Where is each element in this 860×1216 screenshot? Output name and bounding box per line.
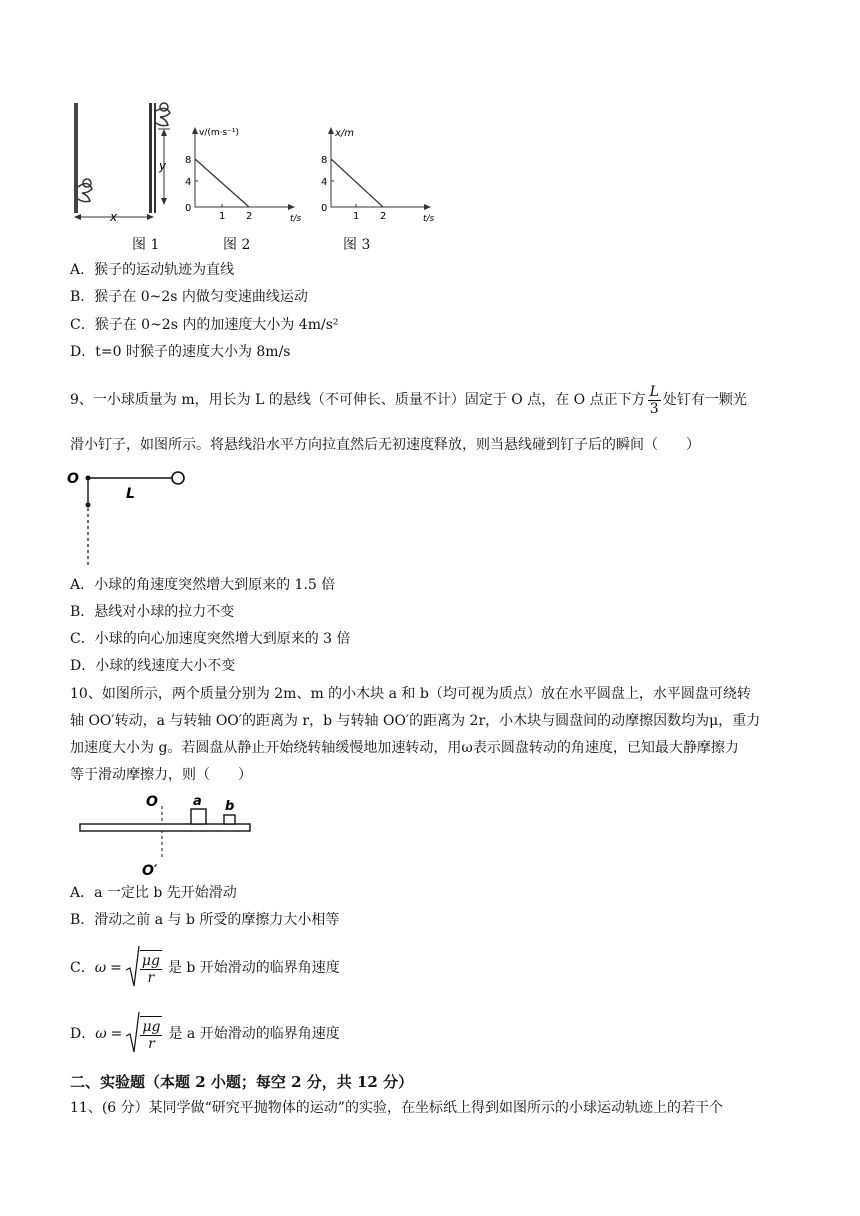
q8-option-b: B．猴子在 0~2s 内做匀变速曲线运动 (70, 289, 308, 305)
q10-option-c-prefix: C． (70, 960, 95, 976)
fig3-x-tick-2: 2 (380, 211, 387, 222)
fig1-x-label: x (110, 210, 118, 224)
section-2-heading: 二、实验题（本题 2 小题；每空 2 分，共 12 分） (70, 1073, 414, 1091)
q10-fig-label-o-prime: O′ (142, 863, 158, 879)
fig3-y-tick-4: 4 (321, 177, 328, 188)
q9-fraction-num: L (649, 383, 659, 400)
q10-option-c-num: μg (141, 953, 160, 969)
fig2-y-tick-8: 8 (185, 155, 192, 166)
q9-option-c: C．小球的向心加速度突然增大到原来的 3 倍 (70, 631, 351, 647)
fig3-y-tick-8: 8 (321, 155, 328, 166)
q9-nail (86, 503, 91, 508)
q9-option-d: D．小球的线速度大小不变 (70, 658, 236, 674)
fig3-caption: 图 3 (343, 237, 371, 253)
q9-option-b: B．悬线对小球的拉力不变 (70, 604, 235, 620)
q9-fraction-den: 3 (649, 400, 659, 417)
q10-option-d-equals: = (110, 1026, 123, 1042)
q9-stem (70, 382, 747, 418)
q10-option-c (70, 946, 340, 990)
fig3-y-tick-0: 0 (321, 203, 328, 214)
q9-stem-line2: 滑小钉子，如图所示。将悬线沿水平方向拉直然后无初速度释放，则当悬线碰到钉子后的瞬间（ ） (70, 437, 700, 453)
q9-fig-label-o: O (67, 471, 79, 487)
q10-option-d-prefix: D． (70, 1026, 96, 1042)
q8-option-c: C．猴子在 0~2s 内的加速度大小为 4m/s² (70, 317, 339, 333)
q10-disk (80, 824, 250, 831)
q10-option-d-omega: ω (95, 1026, 107, 1042)
q10-stem-line2: 轴 OO′转动，a 与转轴 OO′的距离为 r，b 与转轴 OO′的距离为 2r，小木块与圆盘间的动摩擦因数均为μ，重力 (70, 713, 761, 729)
fig1-y-label: y (159, 159, 167, 173)
q8-figure-2 (183, 123, 313, 223)
fig2-y-tick-4: 4 (185, 177, 192, 188)
q9-figure (62, 462, 202, 568)
q10-block-a (191, 809, 206, 824)
fig3-y-axis-label: x/m (335, 128, 355, 139)
q8-option-a: A．猴子的运动轨迹为直线 (70, 262, 235, 278)
q9-stem-part1: 9、一小球质量为 m，用长为 L 的悬线（不可伸长、质量不计）固定于 O 点，在 O 点正下方 (70, 392, 646, 408)
q10-option-d (70, 1012, 340, 1056)
q10-fig-label-a: a (193, 794, 202, 809)
fig2-velocity-line (195, 159, 249, 207)
q10-option-d-sqrt (126, 1012, 164, 1056)
fig2-y-tick-0: 0 (185, 203, 192, 214)
q10-option-d-num: μg (142, 1019, 161, 1035)
q10-option-a: A．a 一定比 b 先开始滑动 (70, 885, 237, 901)
q10-stem-line3: 加速度大小为 g。若圆盘从静止开始绕转轴缓慢地加速转动，用ω表示圆盘转动的角速度，已知最大静摩擦力 (70, 740, 739, 756)
fig3-x-tick-1: 1 (353, 211, 360, 222)
q9-option-a: A．小球的角速度突然增大到原来的 1.5 倍 (70, 577, 336, 593)
q10-option-b: B．滑动之前 a 与 b 所受的摩擦力大小相等 (70, 912, 340, 928)
q10-block-b (224, 815, 235, 824)
q10-option-c-den: r (147, 970, 155, 986)
fig2-x-tick-2: 2 (246, 211, 253, 222)
q10-stem-line1: 10、如图所示，两个质量分别为 2m、m 的小木块 a 和 b（均可视为质点）放在水平圆盘上，水平圆盘可绕转 (70, 686, 751, 702)
q10-figure (78, 788, 258, 880)
fig2-x-axis-label: t/s (290, 214, 302, 223)
q9-ball (172, 472, 184, 484)
q10-option-c-suffix: 是 b 开始滑动的临界角速度 (167, 960, 340, 976)
q10-option-c-equals: = (110, 960, 122, 976)
q10-option-d-suffix: 是 a 开始滑动的临界角速度 (168, 1026, 340, 1042)
fig2-x-tick-1: 1 (219, 211, 226, 222)
fig2-caption: 图 2 (223, 237, 251, 253)
q10-option-c-sqrt (126, 946, 164, 990)
q11-stem: 11、(6 分）某同学做“研究平抛物体的运动”的实验，在坐标纸上得到如图所示的小球运动轨迹上的若干个 (70, 1100, 723, 1116)
q8-figure-3 (313, 123, 443, 223)
q10-fig-label-b: b (225, 799, 235, 814)
fig2-y-axis-label: v/(m·s⁻¹) (199, 128, 240, 138)
q9-fraction (648, 384, 661, 417)
q8-figure-1 (60, 95, 180, 225)
fig3-x-axis-label: t/s (423, 214, 435, 223)
q10-option-c-omega: ω (94, 960, 107, 976)
q8-option-d: D．t=0 时猴子的速度大小为 8m/s (70, 344, 291, 360)
fig3-position-line (331, 159, 383, 207)
q10-stem-line4: 等于滑动摩擦力，则（ ） (70, 767, 252, 783)
q10-option-d-den: r (148, 1036, 155, 1052)
q10-fig-label-o: O (146, 794, 158, 810)
q9-fig-label-l: L (126, 486, 135, 502)
fig1-caption: 图 1 (132, 237, 160, 253)
q9-stem-part2: 处钉有一颗光 (662, 392, 747, 408)
